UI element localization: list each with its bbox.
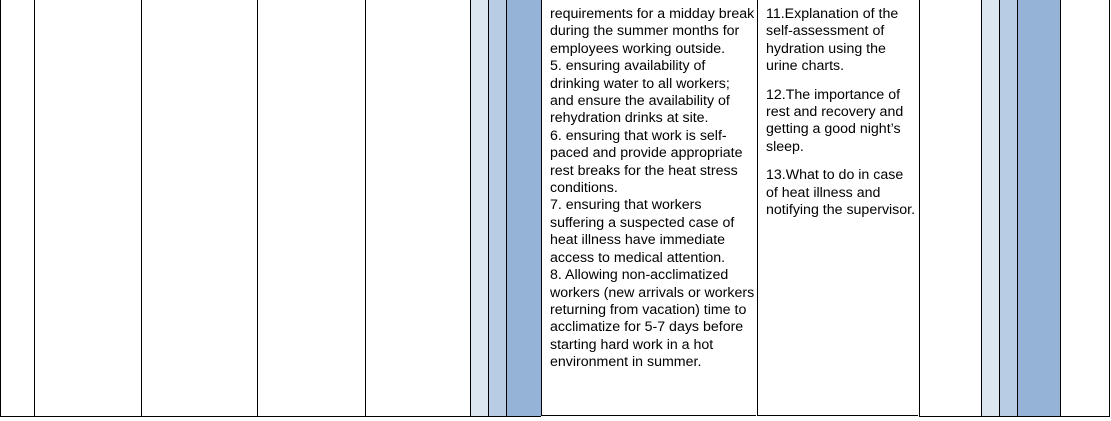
shaded-cell-dark bbox=[506, 0, 541, 417]
shaded-cell-dark bbox=[1017, 0, 1060, 417]
measure-text: 5. ensuring availability of drinking water to all workers; and ensure the availability of rehydration drinks at site. bbox=[550, 58, 730, 127]
empty-cell bbox=[257, 0, 365, 417]
training-cell bbox=[757, 0, 918, 416]
shaded-cell-medium bbox=[488, 0, 506, 417]
shaded-cell-light bbox=[981, 0, 999, 417]
training-text: 12.The importance of rest and recovery and getting a good night’s sleep. bbox=[766, 86, 904, 155]
empty-cell bbox=[365, 0, 470, 417]
control-measures-cell bbox=[541, 0, 756, 416]
measure-text: 6. ensuring that work is self-paced and provide appropriate rest breaks for the heat stress conditions. bbox=[550, 127, 743, 197]
shaded-cell-light bbox=[470, 0, 488, 417]
measure-text: requirements for a midday break during the summer months for employees working outside. bbox=[550, 6, 755, 57]
empty-cell bbox=[34, 0, 141, 417]
empty-cell bbox=[141, 0, 257, 417]
empty-cell bbox=[1060, 0, 1110, 417]
training-text: 11.Explanation of the self-assessment of hydration using the urine charts. bbox=[766, 6, 899, 75]
empty-cell bbox=[919, 0, 981, 417]
training-text: 13.What to do in case of heat illness and notifying the supervisor. bbox=[766, 167, 916, 219]
shaded-cell-medium bbox=[999, 0, 1017, 417]
measure-text: 7. ensuring that workers suffering a suspected case of heat illness have immediate access to medical attention. bbox=[550, 197, 735, 266]
measure-text: 8. Allowing non-acclimatized workers (new arrivals or workers returning from vacation) time to acclimatize for 5-7 days before starting hard work in a hot environment in summer. bbox=[550, 267, 755, 371]
empty-cell bbox=[0, 0, 34, 417]
